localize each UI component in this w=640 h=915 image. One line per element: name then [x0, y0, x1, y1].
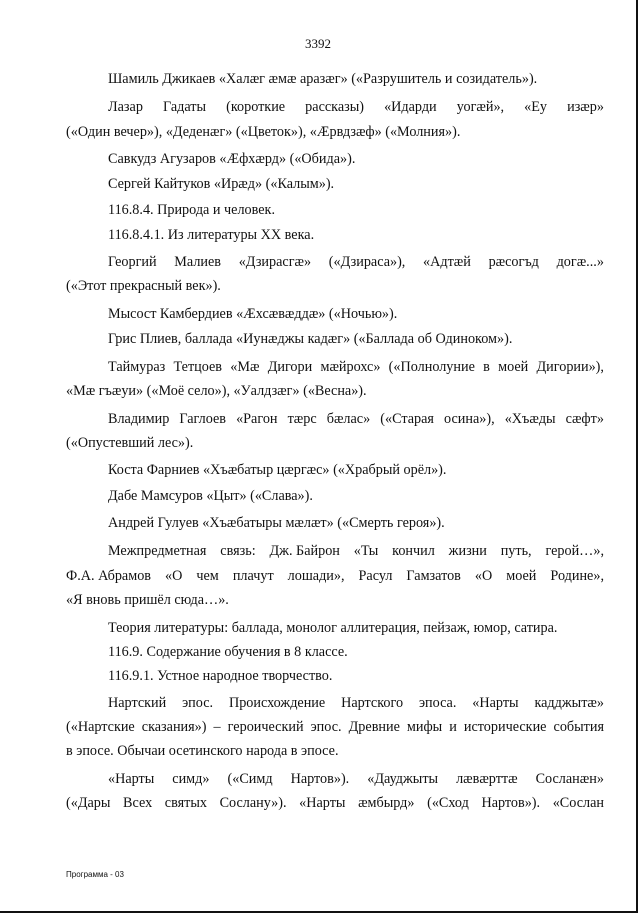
text-line-11: Грис Плиев, баллада «Иунæджы кадæг» («Баллада об Одиноком»).: [108, 331, 513, 347]
page-number: 3392: [305, 36, 331, 51]
text-line-10: Мысост Камбердиев «Æхсæвæддæ» («Ночью»).: [108, 306, 398, 322]
text-line-6: 116.8.4. Природа и человек.: [108, 202, 276, 218]
text-line-23: 116.9. Содержание обучения в 8 классе.: [108, 644, 348, 660]
text-line-15: («Опустевший лес»).: [66, 435, 194, 451]
text-line-28: «Нарты симд» («Симд Нартов»). «Дауджыты лæвæрттæ Сосланæн»: [108, 771, 604, 787]
text-line-16: Коста Фарниев «Хъæбатыр цæргæс» («Храбрый орёл»).: [108, 462, 447, 478]
text-line-14: Владимир Гаглоев «Рагон тæрс бæлас» («Старая осина»), «Хъæды сæфт»: [108, 411, 604, 427]
text-line-27: в эпосе. Обычаи осетинского народа в эпосе.: [66, 743, 339, 759]
text-line-8: Георгий Малиев «Дзирасгæ» («Дзираса»), «Адтæй рæсогъд догæ...»: [108, 254, 604, 270]
text-line-9: («Этот прекрасный век»).: [66, 278, 221, 294]
text-line-22: Теория литературы: баллада, монолог аллитерация, пейзаж, юмор, сатира.: [108, 620, 558, 636]
text-line-7: 116.8.4.1. Из литературы XX века.: [108, 227, 315, 243]
text-line-20: Ф.А. Абрамов «О чем плачут лошади», Расул Гамзатов «О моей Родине»,: [66, 568, 604, 584]
text-line-21: «Я вновь пришёл сюда…».: [66, 592, 229, 608]
text-line-25: Нартский эпос. Происхождение Нартского эпоса. «Нарты кадджытæ»: [108, 695, 604, 711]
text-line-13: «Мæ гъæуи» («Моё село»), «Уалдзæг» («Весна»).: [66, 383, 367, 399]
text-line-12: Таймураз Тетцоев «Мæ Дигори мæйрохс» («Полнолуние в моей Дигории»),: [108, 359, 604, 375]
text-line-2: Лазар Гадаты (короткие рассказы) «Идарди уогæй», «Еу изæр»: [108, 99, 604, 115]
text-line-26: («Нартские сказания») – героический эпос. Древние мифы и исторические события: [66, 719, 604, 735]
text-line-1: Шамиль Джикаев «Халæг æмæ аразæг» («Разрушитель и созидатель»).: [108, 71, 538, 87]
text-line-3: («Один вечер»), «Деденæг» («Цветок»), «Æрвдзæф» («Молния»).: [66, 124, 461, 140]
text-line-5: Сергей Кайтуков «Ирæд» («Калым»).: [108, 176, 335, 192]
text-line-4: Савкудз Агузаров «Æфхæрд» («Обида»).: [108, 151, 356, 167]
text-line-19: Межпредметная связь: Дж. Байрон «Ты кончил жизни путь, герой…»,: [108, 543, 604, 559]
text-line-24: 116.9.1. Устное народное творчество.: [108, 668, 333, 684]
text-line-17: Дабе Мамсуров «Цыт» («Слава»).: [108, 488, 313, 504]
footer-label: Программа - 03: [66, 870, 124, 879]
text-line-18: Андрей Гулуев «Хъæбатыры мæлæт» («Смерть героя»).: [108, 515, 445, 531]
text-line-29: («Дары Всех святых Сослану»). «Нарты æмбырд» («Сход Нартов»). «Сослан: [66, 795, 604, 811]
